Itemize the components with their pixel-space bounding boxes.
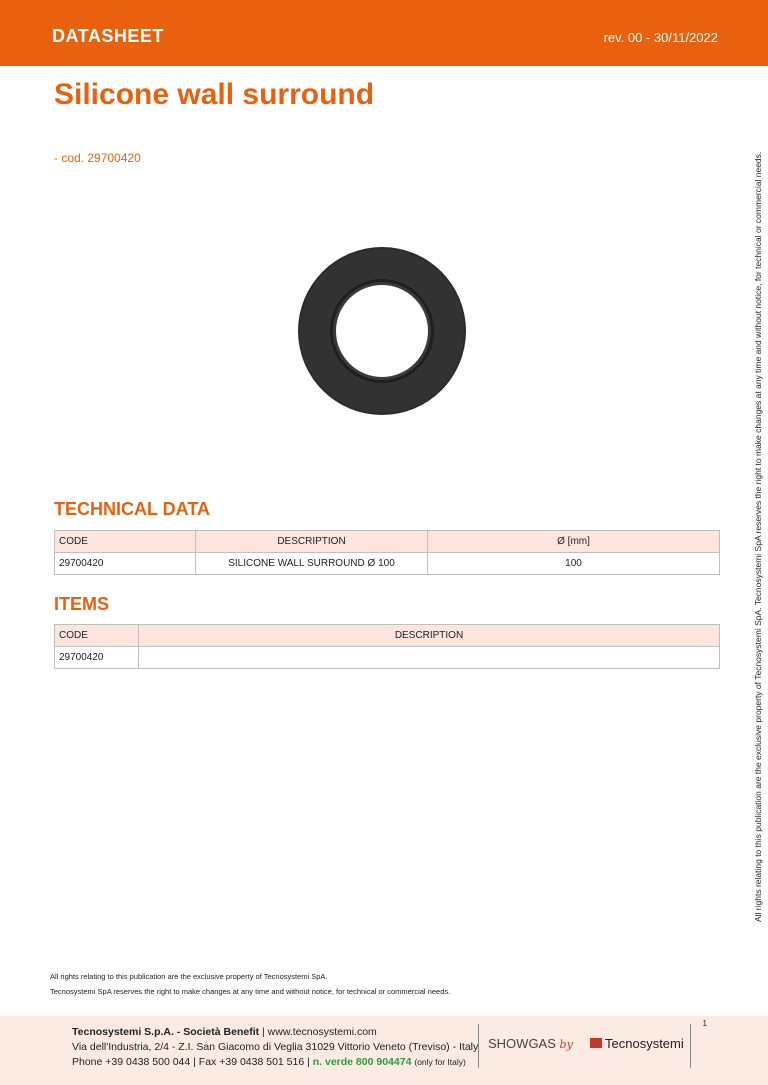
company-info <box>72 1025 478 1070</box>
datasheet-label: DATASHEET <box>52 26 164 46</box>
technical-data-table <box>54 530 720 575</box>
cell-code: 29700420 <box>55 647 139 669</box>
revision-text: rev. 00 - 30/11/2022 <box>603 30 718 45</box>
col-code: CODE <box>55 625 139 647</box>
product-code: - cod. 29700420 <box>54 151 141 165</box>
technical-data-heading: TECHNICAL DATA <box>54 499 210 519</box>
tecnosystemi-logo-icon <box>590 1038 602 1048</box>
col-diameter: Ø [mm] <box>428 531 720 553</box>
product-image <box>297 246 467 416</box>
items-table <box>54 624 720 669</box>
showgas-logo: SHOWGAS by <box>488 1036 573 1051</box>
table-row <box>55 553 720 575</box>
tecnosystemi-logo: Tecnosystemi <box>590 1036 684 1051</box>
company-website[interactable]: | www.tecnosystemi.com <box>262 1026 377 1038</box>
cell-diameter: 100 <box>428 553 720 575</box>
footnote-changes: Tecnosystemi SpA reserves the right to make changes at any time and without notice, for technical or commercial needs. <box>50 987 451 996</box>
col-description: DESCRIPTION <box>139 625 720 647</box>
header-bar <box>0 0 768 66</box>
items-heading: ITEMS <box>54 594 110 614</box>
page-title: Silicone wall surround <box>54 78 375 111</box>
col-code: CODE <box>55 531 196 553</box>
page-number: 1 <box>702 1019 707 1028</box>
toll-free-note: (only for Italy) <box>414 1057 466 1067</box>
cell-code: 29700420 <box>55 553 196 575</box>
table-header-row <box>55 625 720 647</box>
footer-divider <box>690 1024 691 1068</box>
rights-side-note: All rights relating to this publication are the exclusive property of Tecnosystemi SpA. Tecnosystemi SpA reserves the right to make changes at any time and without notice, for technical or commercial needs. <box>753 151 763 922</box>
footer <box>0 1016 768 1085</box>
footer-divider <box>478 1024 479 1068</box>
company-address: Via dell'Industria, 2/4 - Z.I. San Giacomo di Veglia 31029 Vittorio Veneto (Treviso) - Italy <box>72 1041 479 1053</box>
toll-free-number: n. verde 800 904474 <box>312 1056 412 1068</box>
table-row <box>55 647 720 669</box>
footnote-rights: All rights relating to this publication are the exclusive property of Tecnosystemi SpA. <box>50 972 328 981</box>
company-phone: Phone +39 0438 500 044 | Fax +39 0438 501 516 | <box>72 1056 310 1068</box>
company-name: Tecnosystemi S.p.A. - Società Benefit <box>72 1026 260 1038</box>
col-description: DESCRIPTION <box>196 531 428 553</box>
cell-description <box>139 647 720 669</box>
table-header-row <box>55 531 720 553</box>
cell-description: SILICONE WALL SURROUND Ø 100 <box>196 553 428 575</box>
by-text: by <box>559 1038 573 1051</box>
